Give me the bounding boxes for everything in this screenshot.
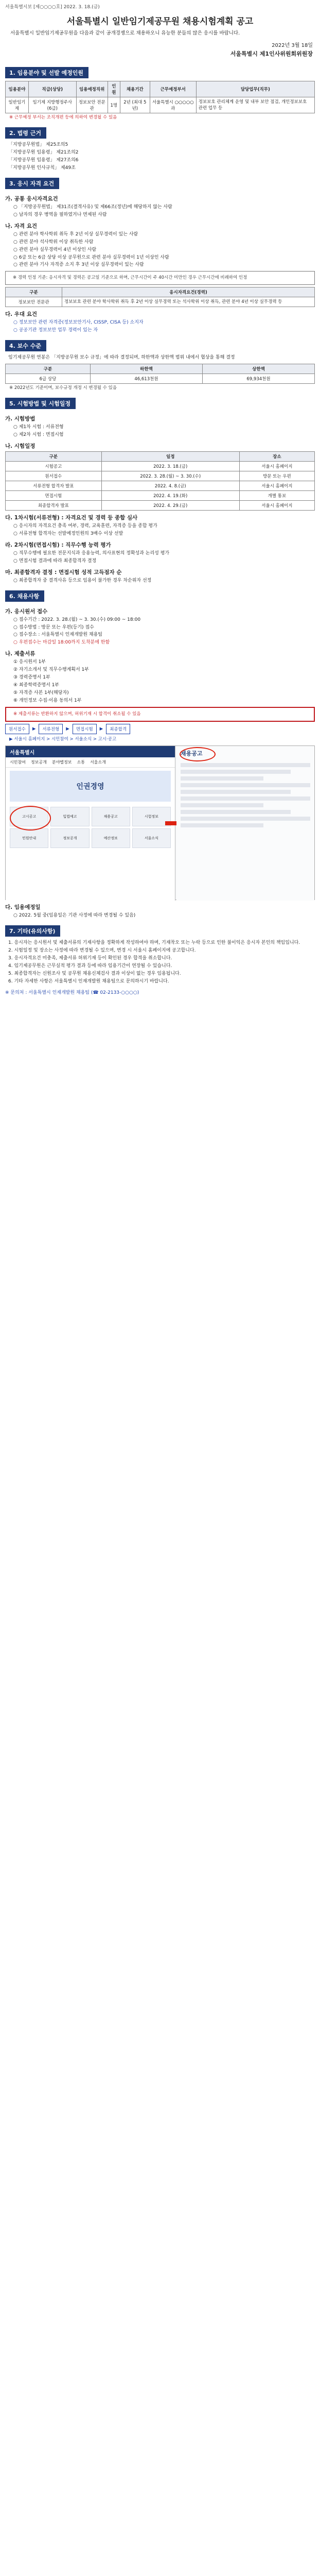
- t2-h0: 구분: [6, 287, 62, 297]
- website-menu-cell[interactable]: 고시공고: [10, 807, 48, 826]
- placeholder-line: [181, 803, 263, 807]
- t1-h4: 채용기간: [120, 81, 150, 97]
- t1-c2: 정보보안 전문관: [76, 97, 108, 113]
- website-menu-cell[interactable]: 시험정보: [132, 807, 171, 826]
- gazette-header: 서울특별시보 [제○○○○호] 2022. 3. 18.(금): [5, 5, 100, 10]
- t1-h0: 임용분야: [6, 81, 29, 97]
- website-nav-item[interactable]: 정보공개: [30, 760, 47, 765]
- t4-r3-c1: 2022. 4. 19.(화): [101, 490, 239, 500]
- s6-b-heading: 나. 제출서류: [5, 651, 35, 657]
- t1-c4: 2년 (최대 5년): [120, 97, 150, 113]
- s6-b-item: ③ 경력증명서 1부: [13, 675, 50, 681]
- s6-b-item: ⑥ 개인정보 수집·이용 동의서 1부: [13, 698, 82, 704]
- website-nav-item[interactable]: 서울소개: [90, 760, 106, 765]
- t4-r0-c2: 서울시 홈페이지: [239, 461, 314, 471]
- recruitment-table: [5, 81, 315, 114]
- t2-r0-c0: 정보보안 전문관: [6, 297, 62, 307]
- t1-note: ※ 근무예정 부서는 조직개편 등에 의하여 변경될 수 있음: [9, 115, 117, 121]
- website-path: ▶ 서울시 홈페이지 > 시민참여 > 서울소식 > 고시·공고: [9, 736, 117, 742]
- s5-e-heading: 마. 최종합격자 결정 : 면접시험 성적 고득점자 순: [5, 569, 122, 575]
- s3-b-item: ○ 관련 분야 석사학위 이상 취득한 사람: [13, 239, 94, 245]
- law-item: 「지방공무원 임용령」 제21조의2: [8, 150, 79, 156]
- page-title: 서울특별시 일반임기제공무원 채용시험계획 공고: [66, 16, 254, 27]
- s6-b-item: ④ 최종학력증명서 1부: [13, 683, 60, 688]
- t1-h3: 인원: [108, 81, 120, 97]
- website-menu-cell[interactable]: 민원안내: [10, 828, 48, 848]
- s5-a-item: ○ 제1차 시험 : 서류전형: [13, 425, 64, 430]
- notice-item: 6. 기타 자세한 사항은 서울특별시 인재개발원 채용팀으로 문의하시기 바랍니다.: [8, 979, 169, 985]
- placeholder-line: [181, 810, 291, 814]
- t4-r3-c0: 면접시험: [6, 490, 102, 500]
- contact-info: ※ 문의처 : 서울특별시 인재개발원 채용팀 (☎ 02-2133-○○○○): [5, 990, 139, 996]
- s3-b-item: ○ 관련 분야 기사 자격증 소지 후 3년 이상 실무경력이 있는 사람: [13, 262, 144, 268]
- law-item: 「지방공무원 임용령」 제27조의6: [8, 157, 79, 163]
- s5-a-heading: 가. 시험방법: [5, 416, 35, 422]
- section-4-heading: 4. 보수 수준: [5, 340, 46, 351]
- t1-c3: 1명: [108, 97, 120, 113]
- website-menu-cell[interactable]: 채용공고: [92, 807, 130, 826]
- arrow-right-icon: ▶: [32, 726, 36, 732]
- section-1-heading: 1. 임용분야 및 선발 예정인원: [5, 67, 88, 78]
- website-menu-cell[interactable]: 입법예고: [50, 807, 89, 826]
- placeholder-line: [181, 783, 310, 787]
- s5-e-item: ○ 최종합격자 중 결격사유 등으로 임용이 불가한 경우 차순위자 선정: [13, 578, 152, 583]
- s6-c-item: ○ 2022. 5월 중(임용일은 기관 사정에 따라 변경될 수 있음): [13, 913, 136, 919]
- s5-d-item: ○ 직무수행에 필요한 전문지식과 응용능력, 의사표현의 정확성과 논리성 평가: [13, 550, 170, 556]
- placeholder-line: [181, 817, 310, 821]
- section-6-heading: 6. 채용사항: [5, 590, 44, 602]
- t4-r4-c1: 2022. 4. 29.(금): [101, 500, 239, 510]
- t4-r2-c0: 서류전형 합격자 발표: [6, 481, 102, 490]
- s6-b-item: ① 응시원서 1부: [13, 659, 46, 665]
- s3-b-item: ○ 관련 분야 학사학위 취득 후 2년 이상 실무경력이 있는 사람: [13, 231, 138, 237]
- s5-c-item: ○ 응시자의 자격요건 충족 여부, 경력, 교육훈련, 자격증 등을 종합 평가: [13, 523, 157, 529]
- t4-r2-c2: 서울시 홈페이지: [239, 481, 314, 490]
- t4-r4-c2: 서울시 홈페이지: [239, 500, 314, 510]
- website-menu-cell[interactable]: 서울소식: [132, 828, 171, 848]
- s5-a-item: ○ 제2차 시험 : 면접시험: [13, 432, 64, 437]
- s6-warning-box: [5, 707, 315, 722]
- website-home: [6, 746, 175, 901]
- t2-r0-c1: 정보보호 관련 분야 학사학위 취득 후 2년 이상 실무경력 또는 석사학위 이상 취득, 관련 분야 4년 이상 실무경력 등: [62, 297, 315, 307]
- arrow-right-icon: ▶: [99, 726, 103, 732]
- t1-h2: 임용예정직위: [76, 81, 108, 97]
- notice-item: 3. 응시자격요건 미충족, 제출서류 허위기재 등이 확인된 경우 합격을 취소합니다.: [8, 956, 172, 961]
- section-3-heading: 3. 응시 자격 요건: [5, 178, 59, 189]
- t3-h0: 구분: [6, 364, 91, 374]
- s6-a-heading: 가. 응시원서 접수: [5, 608, 48, 615]
- process-flow: [5, 724, 315, 734]
- intro-text: 서울특별시 일반임기제공무원을 다음과 같이 공개경쟁으로 채용하오니 유능한 분들의 많은 응시를 바랍니다.: [10, 30, 240, 36]
- t1-c5: 서울특별시 ○○○○○과: [150, 97, 196, 113]
- s3-b-item: ○ 관련 분야 실무경력이 4년 이상인 사람: [13, 247, 97, 252]
- s6-a-item: ○ 접수방법 : 방문 또는 우편(등기) 접수: [13, 624, 94, 630]
- placeholder-line: [181, 796, 310, 801]
- s6-a-item: ○ 접수장소 : 서울특별시 인재개발원 채용팀: [13, 632, 102, 638]
- t3-c0: 6급 상당: [6, 374, 91, 384]
- placeholder-line: [181, 790, 291, 794]
- website-detail-title: 채용공고: [181, 750, 203, 757]
- notice-date: 2022년 3월 18일: [272, 42, 313, 48]
- website-header: 서울특별시: [6, 746, 175, 757]
- placeholder-line: [181, 823, 263, 827]
- t4-r4-c0: 최종합격자 발표: [6, 500, 102, 510]
- s5-d-item: ○ 면접시험 결과에 따라 최종합격자 결정: [13, 558, 97, 564]
- s3-b-heading: 나. 자격 요건: [5, 223, 38, 229]
- t1-c1: 임기제 지방행정주사(6급): [28, 97, 76, 113]
- s3-d-heading: 다. 우대 요건: [5, 311, 38, 318]
- salary-note: ※ 2022년도 기준이며, 보수규정 개정 시 변경될 수 있음: [9, 385, 117, 391]
- s6-c-heading: 다. 임용예정일: [5, 904, 41, 911]
- website-screenshot: [5, 745, 315, 900]
- t4-r1-c2: 방문 또는 우편: [239, 471, 314, 481]
- notice-item: 1. 응시자는 응시원서 및 제출서류의 기재사항을 정확하게 작성하여야 하며, 기재착오 또는 누락 등으로 인한 불이익은 응시자 본인의 책임입니다.: [8, 940, 300, 946]
- qualification-table: [5, 287, 315, 307]
- flow-step: 면접시험: [73, 724, 97, 734]
- s3-a-heading: 가. 공통 응시자격요건: [5, 195, 58, 202]
- page: [0, 0, 320, 1002]
- t4-r3-c2: 개별 통보: [239, 490, 314, 500]
- t1-h5: 근무예정부서: [150, 81, 196, 97]
- t3-c2: 69,934천원: [202, 374, 314, 384]
- s3-a-item: ○ 남자의 경우 병역을 필하였거나 면제된 사람: [13, 212, 107, 217]
- t3-h2: 상한액: [202, 364, 314, 374]
- s3-b-item: ○ 6급 또는 6급 상당 이상 공무원으로 관련 분야 실무경력이 1년 이상인 사람: [13, 255, 169, 260]
- t4-h0: 구분: [6, 451, 102, 461]
- notice-item: 2. 시험일정 및 장소는 사정에 따라 변경될 수 있으며, 변경 시 서울시 홈페이지에 공고합니다.: [8, 948, 196, 954]
- t4-r0-c0: 시험공고: [6, 461, 102, 471]
- t1-c0: 일반임기제: [6, 97, 29, 113]
- flow-step: 서류전형: [39, 724, 63, 734]
- t1-h6: 담당업무(직무): [196, 81, 314, 97]
- s5-d-heading: 라. 2차시험(면접시험) : 직무수행 능력 평가: [5, 541, 111, 548]
- t3-h1: 하한액: [90, 364, 202, 374]
- s3-criteria-text: ※ 경력 인정 기준: 응시자격 및 경력은 공고일 기준으로 하며, 근무시간이 주 40시간 미만인 경우 근무시간에 비례하여 인정: [13, 275, 247, 281]
- website-nav-item[interactable]: 분야별정보: [51, 760, 72, 765]
- s3-criteria-box: [5, 271, 315, 285]
- s5-c-heading: 다. 1차시험(서류전형) : 자격요건 및 경력 등 종합 심사: [5, 514, 138, 521]
- t2-h1: 응시자격요건(경력): [62, 287, 315, 297]
- s6-b-item: ⑤ 자격증 사본 1부(해당자): [13, 690, 69, 696]
- t1-h1: 직급(상당): [28, 81, 76, 97]
- law-item: 「지방공무원 인사규칙」 제49조: [8, 165, 76, 171]
- notice-item: 4. 임기제공무원은 근무실적 평가 결과 등에 따라 임용기간이 연장될 수 있습니다.: [8, 963, 172, 969]
- t1-c6: 정보보호 관리체계 운영 및 내부 보안 점검, 개인정보보호 관련 업무 등: [196, 97, 314, 113]
- website-menu-cell[interactable]: 정보공개: [50, 828, 89, 848]
- website-menu-cell[interactable]: 예산정보: [92, 828, 130, 848]
- website-banner: 인권경영: [10, 771, 171, 802]
- website-nav-item[interactable]: 소통: [77, 760, 85, 765]
- schedule-table: [5, 451, 315, 511]
- website-nav-item[interactable]: 시민참여: [10, 760, 26, 765]
- t4-h2: 장소: [239, 451, 314, 461]
- flow-step: 최종합격: [106, 724, 130, 734]
- flow-step: 원서접수: [5, 724, 29, 734]
- s6-a-item: ○ 접수기간 : 2022. 3. 28.(월) ~ 3. 30.(수) 09:00 ~ 18:00: [13, 617, 141, 622]
- s5-b-heading: 나. 시험일정: [5, 443, 35, 449]
- t4-r2-c1: 2022. 4. 8.(금): [101, 481, 239, 490]
- s3-a-item: ○ 「지방공무원법」 제31조(결격사유) 및 제66조(정년)에 해당하지 않는 사람: [13, 204, 172, 210]
- t4-r1-c0: 원서접수: [6, 471, 102, 481]
- placeholder-line: [181, 763, 310, 767]
- section-2-heading: 2. 법령 근거: [5, 127, 46, 139]
- placeholder-line: [181, 770, 291, 774]
- s3-d-item: ○ 정보보안 관련 자격증(정보보안기사, CISSP, CISA 등) 소지자: [13, 320, 144, 326]
- s6-a-item: ○ 우편접수는 마감일 18:00까지 도착분에 한함: [13, 640, 110, 646]
- t4-h1: 일정: [101, 451, 239, 461]
- arrow-right-icon: ▶: [66, 726, 69, 732]
- t3-c1: 46,613천원: [90, 374, 202, 384]
- t4-r0-c1: 2022. 3. 18.(금): [101, 461, 239, 471]
- issuing-org: 서울특별시 제1인사위원회위원장: [230, 50, 313, 57]
- website-nav: [6, 757, 175, 768]
- s5-c-item: ○ 서류전형 합격자는 선발예정인원의 3배수 이상 선발: [13, 531, 123, 536]
- salary-desc: 임기제공무원 연봉은 「지방공무원 보수 규정」에 따라 결정되며, 하한액과 상한액 범위 내에서 협상을 통해 결정: [8, 355, 235, 361]
- s6-b-item: ② 자기소개서 및 직무수행계획서 1부: [13, 667, 89, 673]
- law-item: 「지방공무원법」 제25조의5: [8, 142, 68, 148]
- website-detail: [176, 746, 314, 901]
- salary-table: [5, 364, 315, 384]
- s6-warning-text: ※ 제출서류는 반환하지 않으며, 허위기재 시 합격이 취소될 수 있음: [13, 711, 141, 717]
- s3-d-item: ○ 공공기관 정보보안 업무 경력이 있는 자: [13, 328, 98, 333]
- placeholder-line: [181, 776, 263, 781]
- section-5-heading: 5. 시험방법 및 시험일정: [5, 398, 76, 409]
- notice-item: 5. 최종합격자는 신원조사 및 공무원 채용신체검사 결과 이상이 없는 경우 임용됩니다.: [8, 971, 181, 977]
- section-7-heading: 7. 기타(유의사항): [5, 925, 60, 937]
- t4-r1-c1: 2022. 3. 28.(월) ~ 3. 30.(수): [101, 471, 239, 481]
